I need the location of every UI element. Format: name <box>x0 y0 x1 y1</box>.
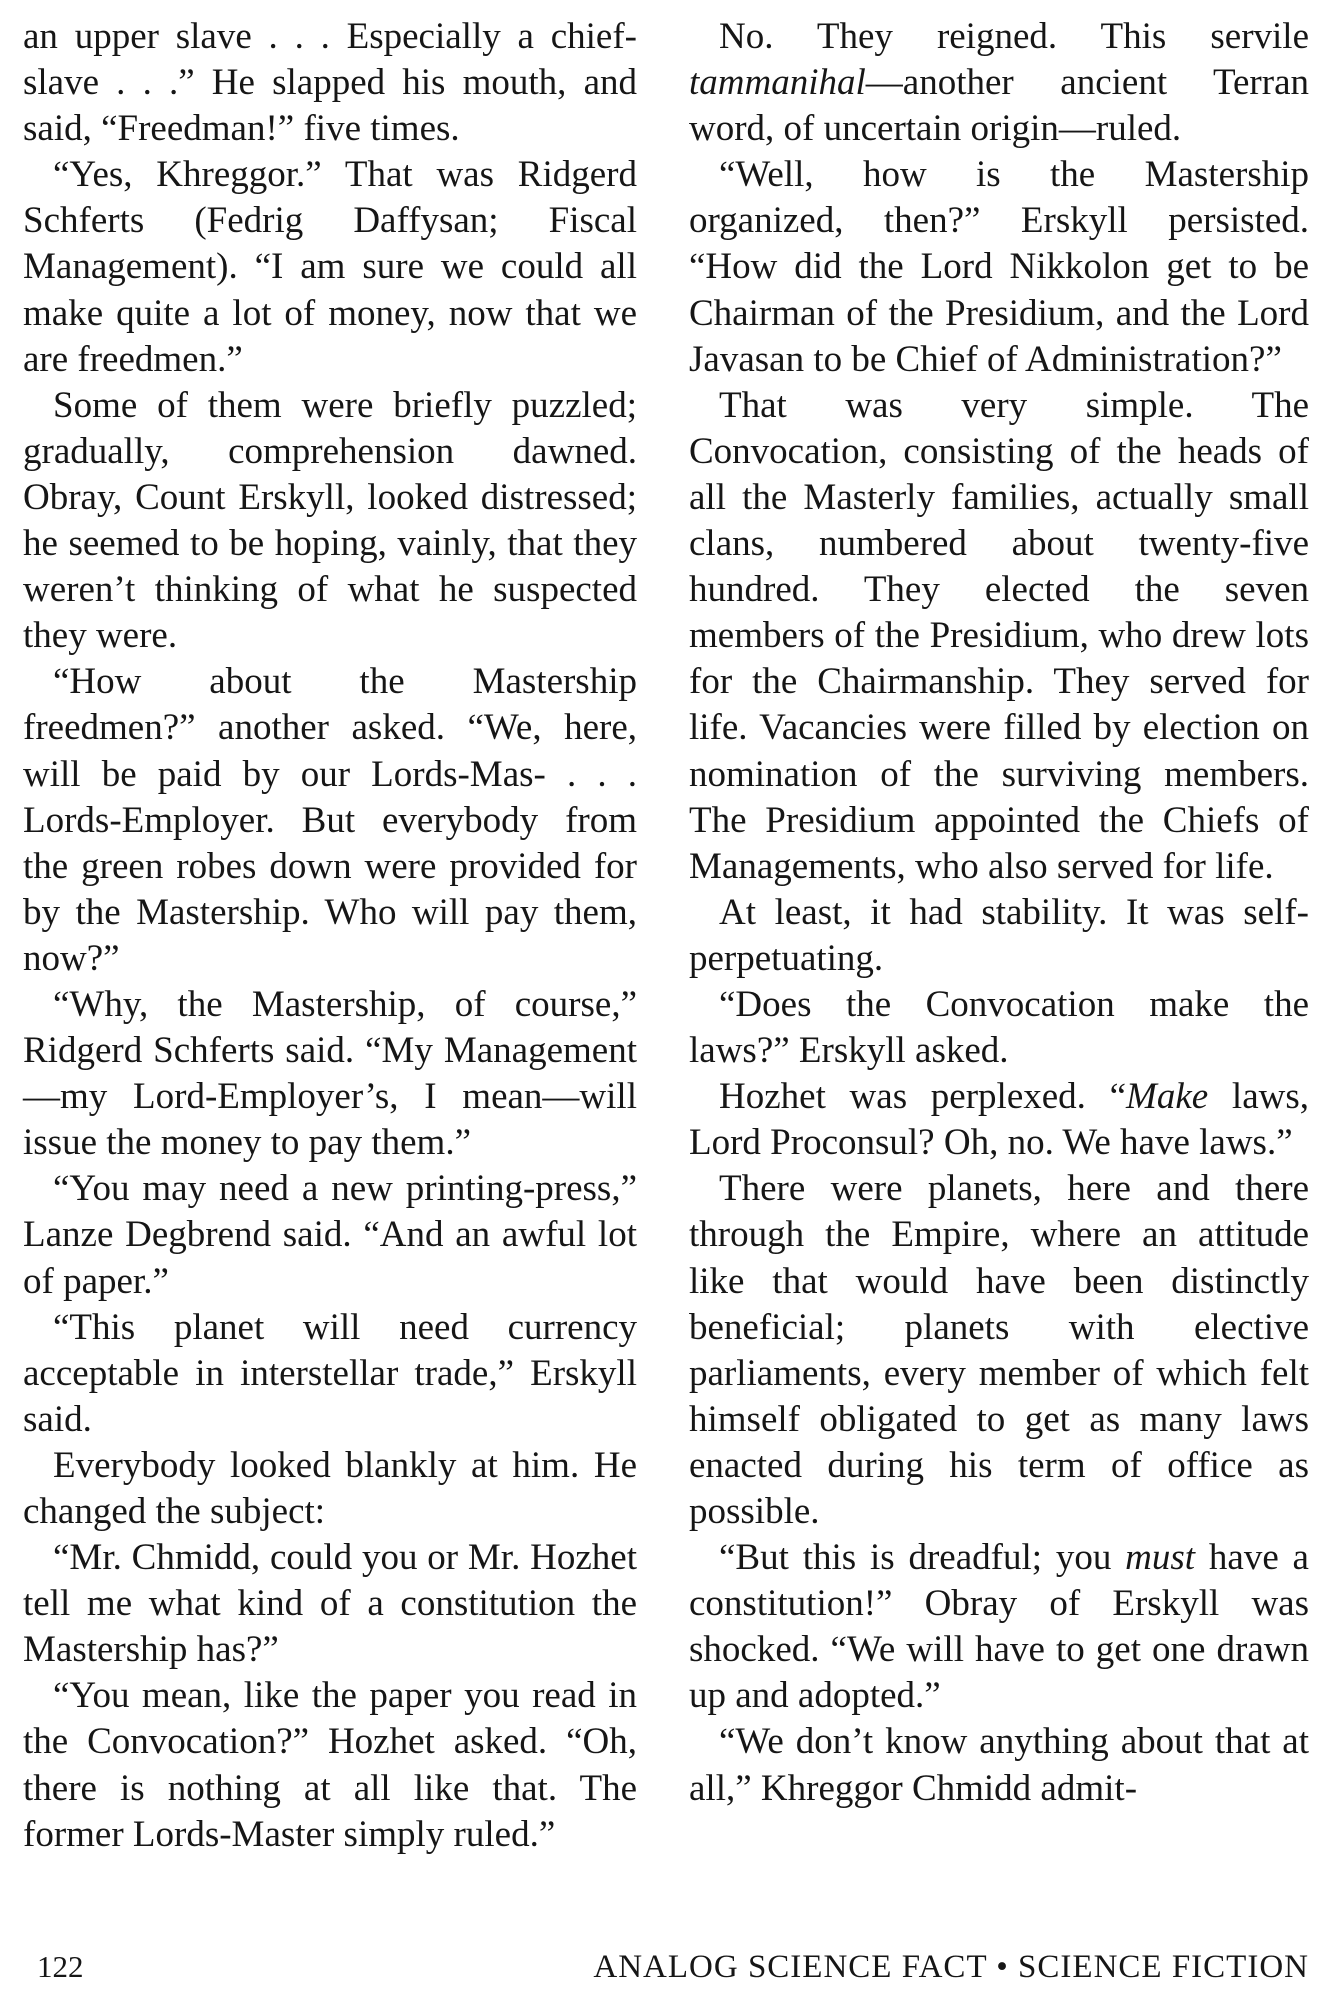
paragraph <box>689 1074 1309 1166</box>
italic-word: Make <box>1126 1076 1209 1118</box>
left-text-column <box>23 14 637 1858</box>
paragraph: That was very simple. The Convocation, consisting of the heads of all the Masterly families, actually small clans, numbered about twenty-five hundred. They elected the seven members of the Presidium, who drew lots for the Chairmanship. They served for life. Vacancies were filled by election on nomination of the surviving members. The Presidium appointed the Chiefs of Managements, who also served for life. <box>689 384 1309 887</box>
paragraph: “We don’t know anything about that at all,” Khreggor Chmidd admit- <box>689 1721 1309 1809</box>
paragraph: “Why, the Mastership, of course,” Ridgerd Schferts said. “My Management—my Lord-Employer’s, I mean—will issue the money to pay them.” <box>23 983 637 1164</box>
paragraph: “You mean, like the paper you read in the Convocation?” Hozhet asked. “Oh, there is nothing at all like that. The former Lords-Master simply ruled.” <box>23 1675 637 1855</box>
paragraph: “How about the Mastership freedmen?” another asked. “We, here, will be paid by our Lords-Mas- . . . Lords-Employer. But everybody from the green robes down were provided for by the Mastership. Who will pay them, now?” <box>23 661 637 979</box>
paragraph: There were planets, here and there through the Empire, where an attitude like that would have been distinctly beneficial; planets with elective parliaments, every member of which felt himself obligated to get as many laws enacted during his term of office as possible. <box>689 1168 1309 1532</box>
right-text-column <box>689 14 1309 1812</box>
paragraph: “This planet will need currency acceptable in interstellar trade,” Erskyll said. <box>23 1306 637 1440</box>
page-number: 122 <box>37 1949 84 1984</box>
paragraph <box>689 1535 1309 1719</box>
italic-word: must <box>1125 1537 1196 1579</box>
paragraph: Some of them were briefly puzzled; gradually, comprehension dawned. Obray, Count Erskyll, looked distressed; he seemed to be hoping, vainly, that they weren’t thinking of what he suspected they were. <box>23 384 637 657</box>
text-run: “But this is dreadful; you <box>719 1537 1126 1579</box>
paragraph: At least, it had stability. It was self-perpetuating. <box>689 891 1309 979</box>
paragraph: an upper slave . . . Especially a chief-slave . . .” He slapped his mouth, and said, “Freedman!” five times. <box>23 16 637 150</box>
paragraph: “Mr. Chmidd, could you or Mr. Hozhet tell me what kind of a constitution the Mastership has?” <box>23 1537 637 1671</box>
paragraph: “Well, how is the Mastership organized, then?” Erskyll persisted. “How did the Lord Nikkolon get to be Chairman of the Presidium, and the Lord Javasan to be Chief of Administration?” <box>689 154 1309 380</box>
paragraph: “Does the Convocation make the laws?” Erskyll asked. <box>689 983 1309 1072</box>
text-run: laws, Lord Proconsul? Oh, no. We have laws.” <box>689 1076 1309 1164</box>
paragraph: “You may need a new printing-press,” Lanze Degbrend said. “And an awful lot of paper.” <box>23 1168 637 1302</box>
paragraph: Everybody looked blankly at him. He changed the subject: <box>23 1444 637 1532</box>
paragraph: “Yes, Khreggor.” That was Ridgerd Schferts (Fedrig Daffysan; Fiscal Management). “I am sure we could all make quite a lot of money, now that we are freedmen.” <box>23 154 637 380</box>
paragraph <box>689 14 1309 152</box>
text-run: Hozhet was perplexed. “ <box>719 1076 1127 1118</box>
text-run: No. They reigned. This servile <box>719 16 1309 57</box>
text-run: have a constitution!” Obray of Erskyll was shocked. “We will have to get one drawn up and adopted.” <box>689 1537 1309 1717</box>
page-footer <box>23 1944 1309 1990</box>
text-run: —another ancient Terran word, of uncertain origin—ruled. <box>689 62 1309 150</box>
italic-word: tammanihal <box>689 62 866 104</box>
running-head: ANALOG SCIENCE FACT • SCIENCE FICTION <box>593 1949 1309 1985</box>
